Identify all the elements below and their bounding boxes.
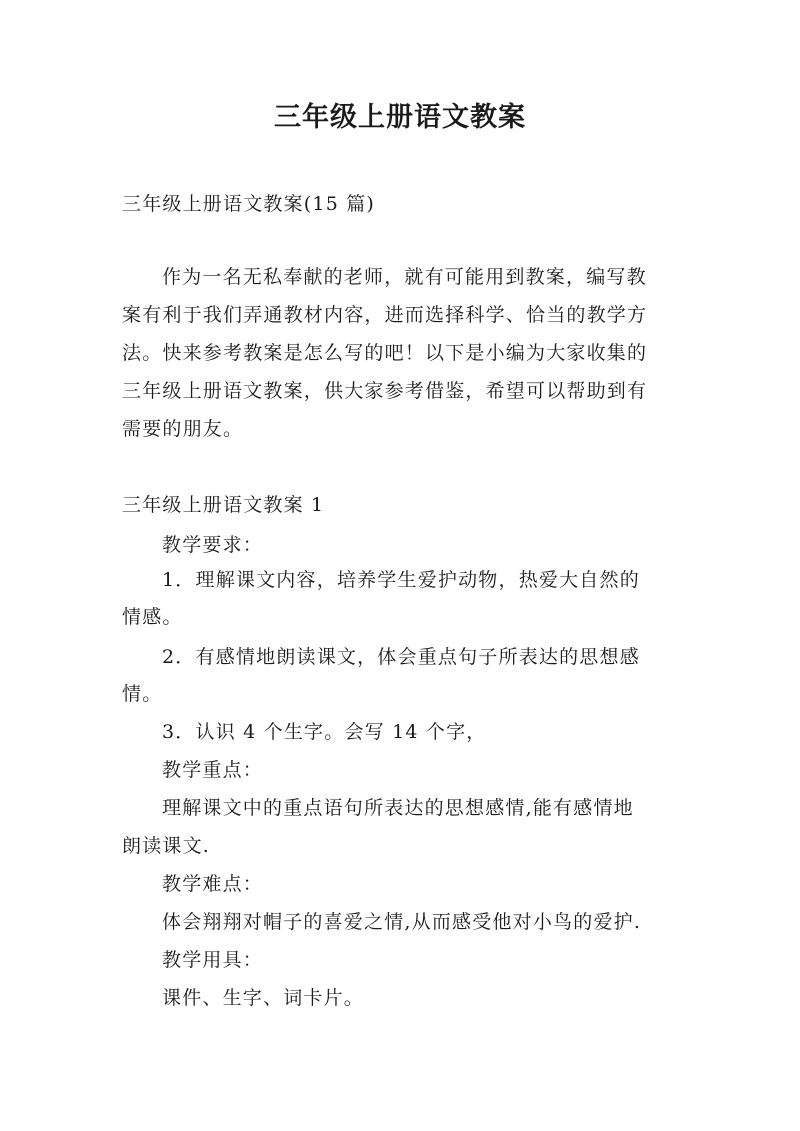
difficulty-text: 体会翔翔对帽子的喜爱之情,从而感受他对小鸟的爱护.	[162, 911, 642, 933]
requirement-1-line-2: 情感。	[122, 606, 183, 628]
document-title: 三年级上册语文教案	[274, 102, 526, 133]
tools-text: 课件、生字、词卡片。	[162, 987, 365, 1009]
requirement-2-line-2: 情。	[122, 683, 163, 705]
requirement-3: 3．认识 4 个生字。会写 14 个字，	[162, 721, 487, 743]
section-heading: 三年级上册语文教案 1	[122, 494, 325, 516]
tools-label: 教学用具：	[162, 949, 264, 971]
difficulty-label: 教学难点：	[162, 873, 264, 895]
requirements-label: 教学要求：	[162, 534, 264, 556]
key-points-label: 教学重点：	[162, 759, 264, 781]
requirement-1-line-1: 1．理解课文内容，培养学生爱护动物，热爱大自然的	[162, 569, 640, 591]
requirement-2-line-1: 2．有感情地朗读课文，体会重点句子所表达的思想感	[162, 646, 640, 668]
key-points-line-2: 朗读课文.	[122, 835, 211, 857]
intro-line-1: 作为一名无私奉献的老师，就有可能用到教案，编写教	[162, 266, 647, 288]
intro-line-4: 三年级上册语文教案，供大家参考借鉴，希望可以帮助到有	[122, 380, 648, 402]
intro-line-5: 需要的朋友。	[122, 418, 244, 440]
document-subtitle: 三年级上册语文教案(15 篇)	[122, 193, 376, 215]
intro-line-2: 案有利于我们弄通教材内容，进而选择科学、恰当的教学方	[122, 304, 648, 326]
intro-line-3: 法。快来参考教案是怎么写的吧！以下是小编为大家收集的	[122, 342, 648, 364]
key-points-line-1: 理解课文中的重点语句所表达的思想感情,能有感情地	[162, 797, 634, 819]
